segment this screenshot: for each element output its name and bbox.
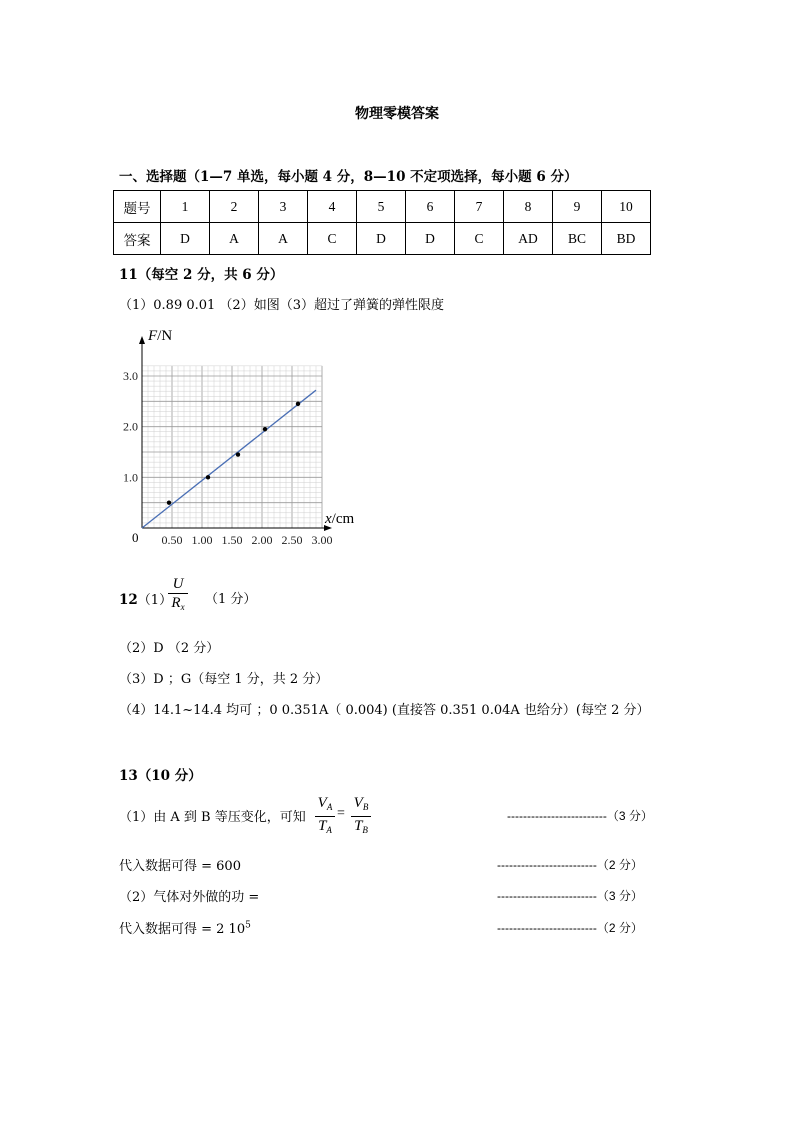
q13-fraction-left: $V_A$ $T_A$	[315, 794, 335, 839]
row-label-numbers: 题号	[114, 191, 161, 223]
q13-equals: =	[337, 806, 345, 821]
row-label-answers: 答案	[114, 223, 161, 255]
x-tick-label: 3.00	[311, 533, 333, 547]
q12-frac-den: $R_x$	[171, 595, 185, 612]
q13-line3: （2）气体对外做的功 =	[119, 890, 260, 905]
table-cell: 6	[406, 191, 455, 223]
q13-line4: 代入数据可得 = 2 $10^5$	[119, 920, 251, 937]
x-axis-label: x/cm	[325, 511, 355, 527]
data-point	[263, 427, 267, 431]
table-cell: 7	[455, 191, 504, 223]
table-cell: D	[406, 223, 455, 255]
x-tick-label: 2.50	[281, 533, 303, 547]
y-tick-label: 1.0	[123, 470, 138, 485]
x-tick-label: 1.00	[191, 533, 213, 547]
table-cell: D	[161, 223, 210, 255]
table-cell: C	[308, 223, 357, 255]
table-cell: AD	[504, 223, 553, 255]
table-cell: 10	[602, 191, 651, 223]
answer-table	[113, 190, 651, 255]
data-point	[236, 452, 240, 456]
table-cell: 4	[308, 191, 357, 223]
y-tick-label: 3.0	[123, 369, 138, 383]
table-cell: BC	[553, 223, 602, 255]
origin-label: 0	[132, 530, 139, 545]
q12-fraction	[168, 575, 188, 616]
table-cell: 3	[259, 191, 308, 223]
fit-line	[142, 390, 316, 528]
x-tick-label: 1.50	[221, 533, 243, 547]
table-cell: 1	[161, 191, 210, 223]
q11-answer: （1）0.89 0.01 （2）如图（3）超过了弹簧的弹性限度	[119, 298, 444, 313]
q12-part4: （4）14.1~14.4 均可 ；0 0.351A（ 0.004) (直接答 0.351 0.04A 也给分）(每空 2 分）	[119, 703, 650, 718]
q13-line1: （1）由 A 到 B 等压变化，可知	[119, 810, 306, 825]
table-row-answers	[114, 223, 651, 255]
q12-part3: （3）D ；G（每空 1 分，共 2 分）	[119, 672, 329, 687]
section1-heading: 一、选择题（1—7 单选，每小题 4 分，8—10 不定项选择，每小题 6 分）	[119, 169, 578, 185]
x-tick-label: 2.00	[251, 533, 273, 547]
table-cell: C	[455, 223, 504, 255]
q12-part1-score: （1 分）	[205, 592, 257, 607]
table-cell: D	[357, 223, 406, 255]
q12-frac-num: U	[172, 576, 184, 592]
q11-heading: 11（每空 2 分，共 6 分）	[119, 267, 284, 283]
q12-heading	[119, 589, 172, 608]
q13-line2: 代入数据可得 = 600	[119, 859, 241, 874]
q13-line3-score: -------------------------（3 分）	[497, 889, 643, 903]
table-cell: A	[210, 223, 259, 255]
data-point	[206, 475, 210, 479]
data-point	[167, 500, 171, 504]
table-cell: 9	[553, 191, 602, 223]
table-cell: 8	[504, 191, 553, 223]
y-axis-label: F/N	[148, 328, 173, 344]
q13-heading: 13（10 分）	[119, 768, 202, 784]
table-row-numbers	[114, 191, 651, 223]
table-cell: 2	[210, 191, 259, 223]
q12-number: 12	[119, 592, 138, 608]
y-tick-label: 2.0	[123, 419, 138, 434]
chart-axes	[123, 336, 333, 547]
q13-line1-score: -------------------------（3 分）	[507, 809, 653, 823]
table-cell: A	[259, 223, 308, 255]
q12-part2: （2）D （2 分）	[119, 641, 220, 656]
y-axis-arrow	[139, 336, 145, 344]
chart-marks	[142, 390, 316, 528]
q12-part1-prefix: （1）	[137, 593, 173, 608]
q13-fraction-right: $V_B$ $T_B$	[351, 794, 371, 839]
x-tick-label: 0.50	[161, 533, 183, 547]
q13-line4-score: -------------------------（2 分）	[497, 921, 643, 935]
q13-line2-score: -------------------------（2 分）	[497, 858, 643, 872]
table-cell: 5	[357, 191, 406, 223]
page-title: 物理零模答案	[355, 106, 439, 122]
data-point	[296, 402, 300, 406]
table-cell: BD	[602, 223, 651, 255]
force-extension-chart	[118, 322, 368, 554]
